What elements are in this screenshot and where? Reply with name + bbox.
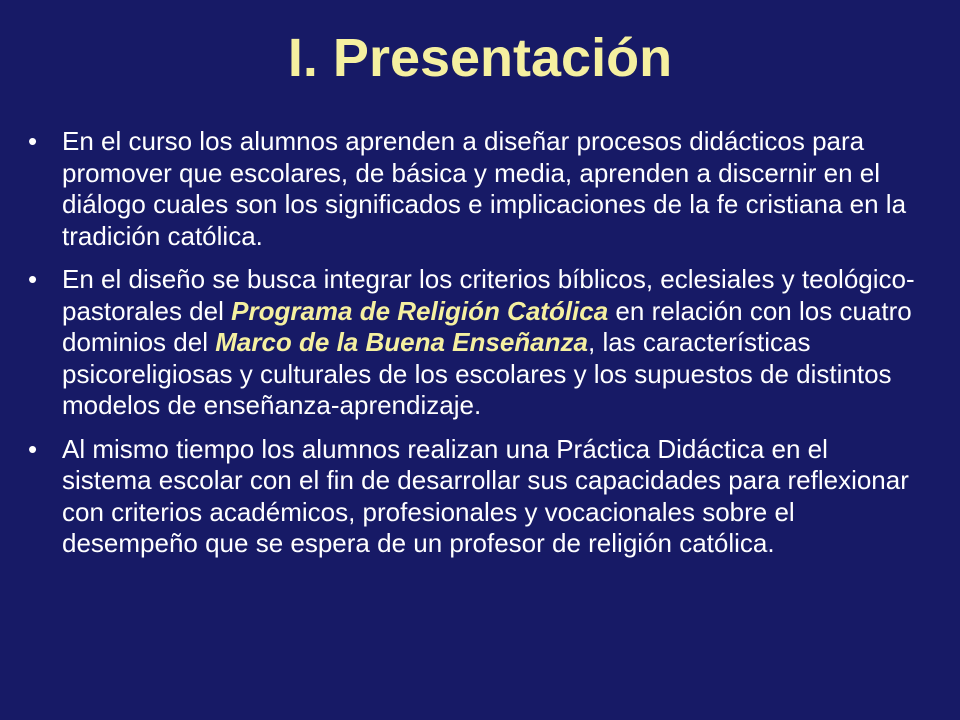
bullet-text: Al mismo tiempo los alumnos realizan una Práctica Didáctica en el sistema escolar con el fin de desarrollar sus capacidades para reflexionar con criterios académicos, profesionales y vocacionales sobre el desempeño que se espera de un profesor de religión católica. [62, 433, 909, 558]
framework-title-emphasis: Marco de la Buena Enseñanza [215, 327, 588, 357]
bullet-marker: • [28, 264, 38, 294]
bullet-marker: • [28, 433, 38, 464]
bullet-text: En el diseño se busca integrar los criterios bíblicos, eclesiales y teológico-pastorales del [62, 264, 915, 326]
bullet-marker: • [28, 126, 38, 156]
bullet-list [24, 126, 924, 572]
bullet-text: , las características psicoreligiosas y culturales de los escolares y los supuestos de distintos modelos de enseñanza-aprendizaje. [62, 327, 892, 420]
bullet-item-1 [24, 126, 924, 252]
slide-title: I. Presentación [287, 28, 673, 88]
bullet-text: en relación con los cuatro dominios del [62, 295, 912, 357]
program-title-emphasis: Programa de Religión Católica [231, 295, 609, 326]
bullet-item-2 [24, 264, 924, 422]
bullet-text: En el curso los alumnos aprenden a diseñar procesos didácticos para promover que escolares, de básica y media, aprenden a discernir en el diálogo cuales son los significados e implicaciones de la fe cristiana en la tradición católica. [62, 126, 907, 251]
bullet-item-3 [24, 434, 924, 560]
